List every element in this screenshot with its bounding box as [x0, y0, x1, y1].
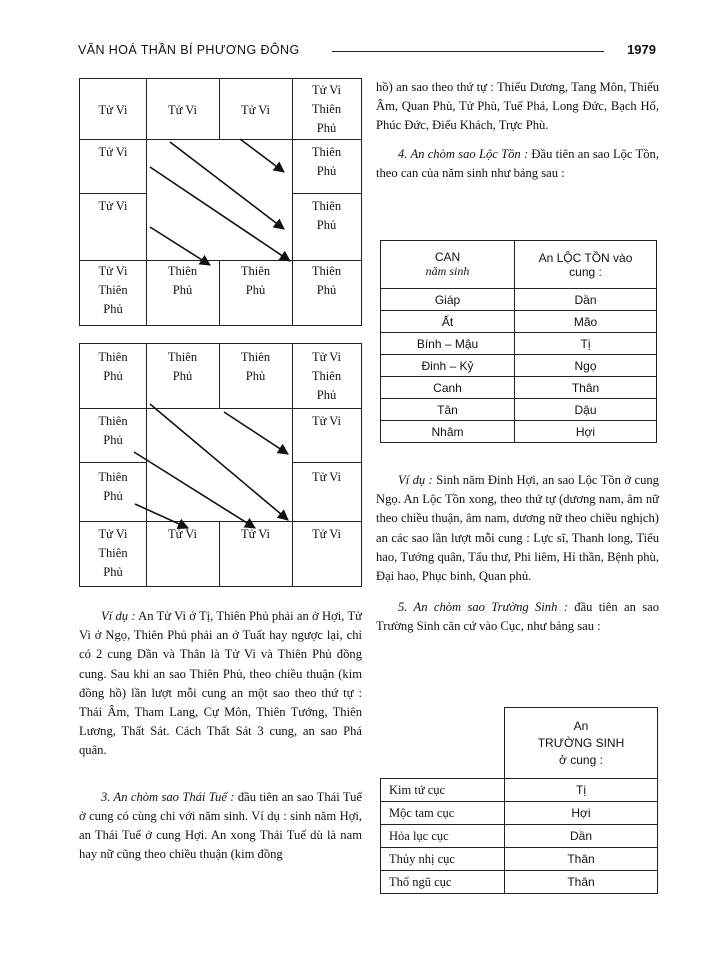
- column-header: ở cung :: [559, 753, 603, 767]
- arrow: [134, 452, 255, 528]
- cell-label: Tử Vi: [167, 527, 198, 541]
- column-header: năm sinh: [425, 264, 470, 278]
- arrow: [224, 412, 288, 454]
- cell-label: Thiên: [167, 350, 198, 364]
- cell-label: Phủ: [103, 565, 123, 579]
- paragraph: [376, 145, 659, 183]
- cell-label: Phủ: [172, 283, 193, 297]
- cell-label: Thiên: [311, 199, 342, 213]
- cell-label: Tử Vi: [167, 103, 198, 117]
- arrows-diagram-2: [80, 344, 363, 588]
- cell-label: Thiên: [311, 102, 342, 116]
- cell-label: Thiên: [311, 264, 342, 278]
- table-cell: Thân: [505, 871, 658, 894]
- page-header: [78, 40, 656, 62]
- table-cell: Dần: [505, 825, 658, 848]
- table-cell: Bính – Mậu: [381, 333, 515, 355]
- cell-label: Thiên: [311, 145, 342, 159]
- cell-label: Phủ: [316, 164, 337, 178]
- arrows-diagram-1: [80, 79, 363, 327]
- right-column-text-middle: [376, 471, 659, 637]
- table-cell: Mộc tam cục: [381, 802, 505, 825]
- paragraph: [79, 788, 362, 865]
- cell-label: Thiên: [240, 350, 271, 364]
- table-row: [381, 355, 657, 377]
- table-cell: Nhâm: [381, 421, 515, 443]
- arrow: [135, 504, 188, 528]
- cell-label: Phủ: [172, 369, 193, 383]
- table-row: [381, 802, 658, 825]
- table-row: [381, 848, 658, 871]
- arrow: [150, 227, 210, 265]
- table-cell: Canh: [381, 377, 515, 399]
- table-row: [381, 377, 657, 399]
- column-header: An: [573, 719, 589, 733]
- table-cell: Thân: [515, 377, 657, 399]
- cell-label: Tử Vi: [311, 83, 342, 97]
- cell-label: Phủ: [103, 489, 123, 503]
- cell-label: Thiên: [98, 283, 128, 297]
- cell-label: Thiên: [311, 369, 342, 383]
- table-row: [381, 289, 657, 311]
- running-title: VĂN HOÁ THẦN BÍ PHƯƠNG ĐÔNG: [78, 43, 300, 57]
- table-row: [381, 825, 658, 848]
- cell-label: Phủ: [103, 302, 123, 316]
- table-cell: Thủy nhị cục: [381, 848, 505, 871]
- column-header: cung :: [569, 264, 602, 279]
- paragraph-text: đầu tiên an sao Trường Sinh căn cứ vào Cục, như bảng sau :: [376, 600, 659, 634]
- table-row: [381, 871, 658, 894]
- cell-label: Tử Vi: [240, 103, 271, 117]
- cell-label: Phủ: [316, 388, 337, 402]
- table-cell: Ất: [381, 311, 515, 333]
- cell-label: Phủ: [316, 218, 337, 232]
- cell-label: Phủ: [316, 121, 337, 135]
- cell-label: Thiên: [98, 546, 128, 560]
- arrow: [150, 404, 288, 520]
- example-label: Ví dụ :: [398, 473, 433, 487]
- paragraph-text: đầu tiên an sao Thái Tuế ở cung có cùng chi với năm sinh. Ví dụ : sinh năm Hợi, an Thái Tuế ở cung Hợi. An xong Thái Tuế dù là nam hay nữ cũng theo chiều thuận (kim đồng: [79, 789, 363, 862]
- cell-label: Phủ: [245, 283, 266, 297]
- table-cell: Giáp: [381, 289, 515, 311]
- cell-label: Tử Vi: [311, 527, 342, 541]
- table-cell: Tị: [515, 333, 657, 355]
- table-cell: Mão: [515, 311, 657, 333]
- truong-sinh-table: [380, 707, 658, 894]
- cell-label: Thiên: [98, 414, 128, 428]
- arrow: [170, 142, 284, 229]
- cell-label: Phủ: [316, 283, 337, 297]
- table-cell: Hỏa lục cục: [381, 825, 505, 848]
- cell-label: Tử Vi: [98, 199, 128, 213]
- star-grid-2: [79, 343, 362, 587]
- table-cell: Tân: [381, 399, 515, 421]
- section-heading: 4. An chòm sao Lộc Tồn :: [398, 146, 529, 161]
- star-grid-1: [79, 78, 362, 326]
- example-label: Ví dụ :: [101, 609, 136, 623]
- cell-label: Tử Vi: [98, 103, 128, 117]
- table-cell: Dần: [515, 289, 657, 311]
- column-header: TRƯỜNG SINH: [537, 736, 625, 750]
- cell-label: Tử Vi: [311, 470, 342, 484]
- paragraph-text: An Tử Vi ở Tị, Thiên Phủ phải an ở Hợi, Tử Vi ở Ngọ, Thiên Phủ phải an ở Tuất hay ngược lại, chỉ có 2 cung Dần và Thân là Tử Vi và Thiên Phủ đồng cung. Sau khi an sao Thiên Phủ, theo chiều thuận (kim đồng hồ) lần lượt mỗi cung an một sao theo thứ tự : Thái Âm, Tham Lang, Cự Môn, Thiên Tướng, Thiên Lương, Thất Sát. Cách Thất Sát 3 cung, an sao Phá quân.: [79, 609, 362, 758]
- table-cell: Hợi: [515, 421, 657, 443]
- table-row: [381, 399, 657, 421]
- table-cell: Ngọ: [515, 355, 657, 377]
- left-column-text: [79, 607, 362, 864]
- table-cell: Hợi: [505, 802, 658, 825]
- paragraph: hồ) an sao theo thứ tự : Thiếu Dương, Tang Môn, Thiếu Âm, Quan Phù, Tử Phù, Tuế Phá, Long Đức, Bạch Hổ, Phúc Đức, Điếu Khách, Trực Phù.: [376, 80, 659, 133]
- cell-label: Thiên: [98, 470, 128, 484]
- paragraph-text: Đầu tiên an sao Lộc Tồn, theo can của năm sinh như bảng sau :: [376, 146, 659, 180]
- table-row: [381, 333, 657, 355]
- arrow: [240, 139, 284, 172]
- paragraph: [376, 471, 659, 586]
- cell-label: Phủ: [103, 433, 123, 447]
- table-row: [381, 311, 657, 333]
- cell-label: Tử Vi: [311, 350, 342, 364]
- cell-label: Tử Vi: [311, 414, 342, 428]
- paragraph-text: Sinh năm Đinh Hợi, an sao Lộc Tồn ở cung Ngọ. An Lộc Tồn xong, theo thứ tự (dương nam, âm nữ theo chiều thuận, âm nam, dương nữ theo chiều nghịch) an các sao lần lượt mỗi cung : Lực sĩ, Thanh long, Tiểu hao, Tướng quân, Tấu thư, Phi liêm, Hỉ thần, Bệnh phù, Đại hao, Phục binh, Quan phủ.: [376, 473, 659, 584]
- cell-label: Tử Vi: [240, 527, 271, 541]
- cell-label: Tử Vi: [98, 264, 128, 278]
- cell-label: Thiên: [98, 350, 128, 364]
- table-row: [381, 421, 657, 443]
- cell-label: Tử Vi: [98, 145, 128, 159]
- page-number: 1979: [627, 42, 656, 57]
- cell-label: Phủ: [103, 369, 123, 383]
- section-heading: 5. An chòm sao Trường Sinh :: [398, 600, 568, 615]
- table-row: [381, 779, 658, 802]
- table-cell: Dậu: [515, 399, 657, 421]
- paragraph: [376, 598, 659, 636]
- table-cell: Thổ ngũ cục: [381, 871, 505, 894]
- table-cell: Đinh – Kỷ: [381, 355, 515, 377]
- section-heading: 3. An chòm sao Thái Tuế :: [101, 789, 235, 804]
- cell-label: Thiên: [167, 264, 198, 278]
- table-cell: Tị: [505, 779, 658, 802]
- empty-corner-cell: [381, 708, 505, 779]
- header-rule: [332, 51, 604, 52]
- loc-ton-table: [380, 240, 657, 443]
- cell-label: Phủ: [245, 369, 266, 383]
- cell-label: Thiên: [240, 264, 271, 278]
- table-cell: Kim tứ cục: [381, 779, 505, 802]
- paragraph: [79, 607, 362, 761]
- cell-label: Tử Vi: [98, 527, 128, 541]
- table-cell: Thân: [505, 848, 658, 871]
- right-column-text-top: [376, 78, 659, 183]
- column-header: CAN: [434, 250, 461, 264]
- column-header: An LỘC TỒN vào: [538, 250, 633, 265]
